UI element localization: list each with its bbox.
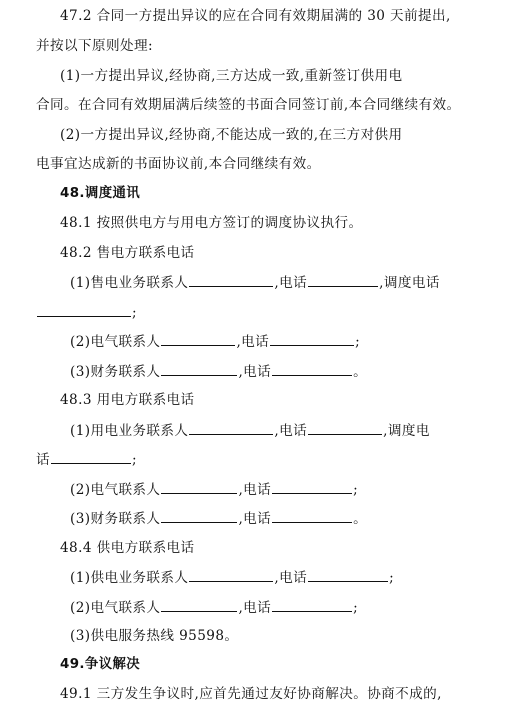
form-line xyxy=(70,479,508,499)
blank-field[interactable] xyxy=(37,302,131,317)
field-label: 。 xyxy=(353,511,368,527)
field-label: (1)售电业务联系人 xyxy=(70,275,189,291)
blank-field[interactable] xyxy=(161,479,237,494)
form-line xyxy=(36,449,508,469)
field-label: (3)财务联系人 xyxy=(70,364,161,380)
field-label: 。 xyxy=(353,364,368,380)
field-label: ; xyxy=(353,600,359,616)
section-heading: 48.调度通讯 xyxy=(60,186,141,201)
paragraph-line: 47.2 合同一方提出异议的应在合同有效期届满的 30 天前提出, xyxy=(60,8,451,24)
paragraph-line: 48.1 按照供电方与用电方签订的调度协议执行。 xyxy=(60,215,363,231)
form-line xyxy=(70,331,508,351)
form-line xyxy=(70,361,508,381)
field-label: (2)电气联系人 xyxy=(70,334,161,350)
paragraph-line: 合同。在合同有效期届满后续签的书面合同签订前,本合同继续有效。 xyxy=(36,97,461,113)
field-label: ,调度电话 xyxy=(379,275,440,291)
field-label: (2)电气联系人 xyxy=(70,482,161,498)
field-label: ,电话 xyxy=(238,600,272,616)
form-line xyxy=(70,272,508,292)
field-label: (1)供电业务联系人 xyxy=(70,570,189,586)
field-label: ,电话 xyxy=(274,275,308,291)
field-label: ,电话 xyxy=(274,570,308,586)
paragraph-line: 并按以下原则处理: xyxy=(36,38,153,54)
blank-field[interactable] xyxy=(161,331,235,346)
subsection-title: 48.2 售电方联系电话 xyxy=(60,245,195,261)
field-label: ,调度电 xyxy=(383,423,430,439)
field-label: ; xyxy=(132,452,137,468)
field-label: ,电话 xyxy=(236,334,270,350)
subsection-title: 48.4 供电方联系电话 xyxy=(60,540,195,556)
paragraph-line: 电事宜达成新的书面协议前,本合同继续有效。 xyxy=(36,156,321,172)
paragraph-line: (1)一方提出异议,经协商,三方达成一致,重新签订供用电 xyxy=(60,68,403,84)
blank-field[interactable] xyxy=(270,331,354,346)
field-label: ; xyxy=(389,570,395,586)
subsection-title: 48.3 用电方联系电话 xyxy=(60,392,195,408)
field-label: ,电话 xyxy=(238,482,272,498)
form-line xyxy=(36,302,508,322)
paragraph-line: (2)一方提出异议,经协商,不能达成一致的,在三方对供用 xyxy=(60,127,403,143)
section-heading: 49.争议解决 xyxy=(60,657,141,672)
blank-field[interactable] xyxy=(308,272,378,287)
blank-field[interactable] xyxy=(272,479,352,494)
form-line xyxy=(70,420,508,440)
blank-field[interactable] xyxy=(308,567,388,582)
blank-field[interactable] xyxy=(161,508,237,523)
blank-field[interactable] xyxy=(189,567,273,582)
field-label: ,电话 xyxy=(238,511,272,527)
field-label: (2)电气联系人 xyxy=(70,600,161,616)
field-label: ; xyxy=(355,334,361,350)
field-label: (1)用电业务联系人 xyxy=(70,423,189,439)
blank-field[interactable] xyxy=(189,420,273,435)
field-label: (3)财务联系人 xyxy=(70,511,161,527)
blank-field[interactable] xyxy=(272,597,352,612)
blank-field[interactable] xyxy=(272,361,352,376)
form-line xyxy=(70,567,508,587)
field-label: ,电话 xyxy=(238,364,272,380)
blank-field[interactable] xyxy=(161,361,237,376)
form-line xyxy=(70,508,508,528)
form-line xyxy=(70,597,508,617)
blank-field[interactable] xyxy=(51,449,131,464)
paragraph-line: (3)供电服务热线 95598。 xyxy=(70,628,239,644)
field-label: ,电话 xyxy=(274,423,308,439)
blank-field[interactable] xyxy=(272,508,352,523)
field-label: ; xyxy=(353,482,359,498)
blank-field[interactable] xyxy=(189,272,273,287)
field-label: ; xyxy=(132,305,137,321)
blank-field[interactable] xyxy=(308,420,382,435)
field-label: 话 xyxy=(36,452,50,468)
paragraph-line: 49.1 三方发生争议时,应首先通过友好协商解决。协商不成的, xyxy=(60,686,442,702)
blank-field[interactable] xyxy=(161,597,237,612)
